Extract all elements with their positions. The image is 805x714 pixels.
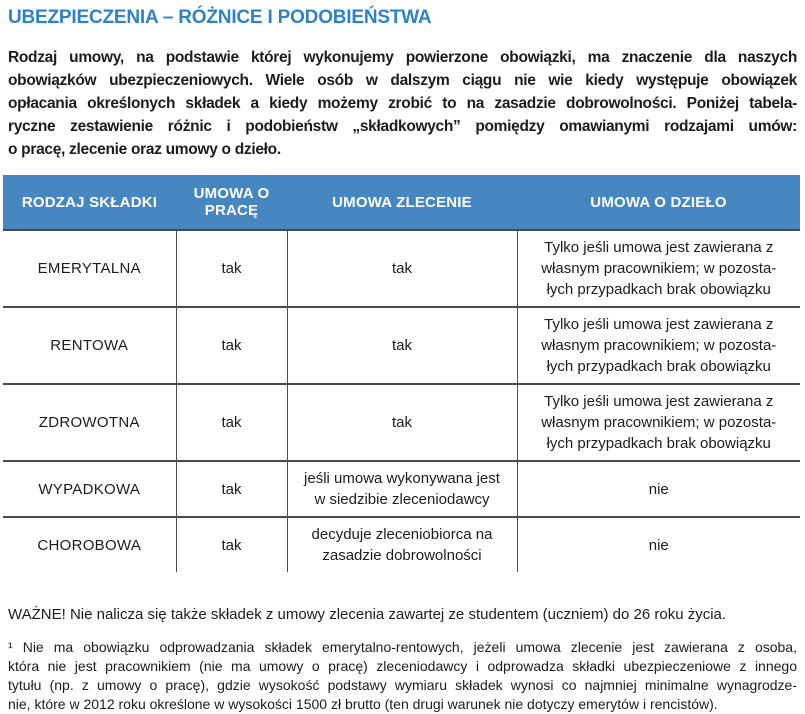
- intro-line: Rodzaj umowy, na podstawie której wykonujemy powierzone obowiązki, ma znaczenie dla naszych: [8, 49, 797, 66]
- table-row: [3, 307, 800, 384]
- insurance-comparison-table: [3, 175, 800, 572]
- cell-zlecenie: decyduje zleceniobiorca na zasadzie dobrowolności: [287, 517, 517, 572]
- cell-skladka: RENTOWA: [3, 307, 176, 384]
- intro-paragraph: [8, 46, 797, 161]
- cell-dzielo: Tylko jeśli umowa jest zawierana z własnym pracownikiem; w pozostałych przypadkach brak obowiązku: [517, 307, 800, 384]
- column-header: UMOWA O DZIEŁO: [517, 175, 800, 230]
- intro-line: ryczne zestawienie różnic i podobieństw „składkowych” pomiędzy omawianymi rodzajami umów:: [8, 118, 797, 135]
- footnote-line: ¹ Nie ma obowiązku odprowadzania składek emerytalno-rentowych, jeżeli umowa zlecenie jest zawierana z osoba,: [8, 639, 797, 655]
- intro-line: opłacania określonych składek a kiedy możemy zrobić to na zasadzie dobrowolności. Poniżej tabela-: [8, 95, 797, 112]
- table-row: [3, 461, 800, 517]
- table-row: [3, 517, 800, 572]
- table-row: [3, 230, 800, 307]
- cell-praca: tak: [176, 307, 287, 384]
- column-header: UMOWA ZLECENIE: [287, 175, 517, 230]
- footnote-line: tytułu (np. z umowy o pracę), gdzie wysokość podstawy wymiaru składek wynosi co najmniej minimalne wynagrodze-: [8, 677, 797, 693]
- cell-skladka: EMERYTALNA: [37, 260, 141, 277]
- cell-dzielo: nie: [517, 517, 800, 572]
- cell-dzielo: Tylko jeśli umowa jest zawierana z własnym pracownikiem; w pozostałych przypadkach brak obowiązku: [517, 230, 800, 307]
- cell-skladka: WYPADKOWA: [3, 461, 176, 517]
- cell-zlecenie: tak: [287, 307, 517, 384]
- cell-skladka: ZDROWOTNA: [3, 384, 176, 461]
- important-note: WAŻNE! Nie nalicza się także składek z umowy zlecenia zawartej ze studentem (uczniem) do 26 roku życia.: [8, 606, 727, 623]
- intro-line: o pracę, zlecenie oraz umowy o dzieło.: [8, 141, 281, 158]
- page-title: UBEZPIECZENIA – RÓŻNICE I PODOBIEŃSTWA: [8, 7, 432, 28]
- table-header-row: [3, 175, 800, 230]
- cell-zlecenie: tak: [287, 230, 517, 307]
- cell-praca: tak: [176, 517, 287, 572]
- cell-praca: tak: [176, 461, 287, 517]
- footnote-line: która nie jest pracownikiem (nie ma umowy o pracę) zleceniodawcy i odprowadza składki ubezpieczeniowe z innego: [8, 658, 797, 674]
- cell-dzielo: nie: [517, 461, 800, 517]
- cell-zlecenie: tak: [287, 384, 517, 461]
- cell-praca: tak: [176, 230, 287, 307]
- column-header: RODZAJ SKŁADKI: [3, 175, 176, 230]
- column-header: UMOWA O PRACĘ: [176, 175, 287, 230]
- intro-line: obowiązków ubezpieczeniowych. Wiele osób w dalszym ciągu nie wie kiedy występuje obowiązek: [8, 72, 797, 89]
- cell-praca: tak: [176, 384, 287, 461]
- footnote: [8, 638, 797, 714]
- footnote-line: nie, które w 2012 roku określone w wysokości 1500 zł brutto (ten drugi warunek nie dotyczy emerytów i rencistów).: [8, 696, 718, 712]
- cell-dzielo: Tylko jeśli umowa jest zawierana z własnym pracownikiem; w pozostałych przypadkach brak obowiązku: [517, 384, 800, 461]
- cell-skladka: CHOROBOWA: [3, 517, 176, 572]
- cell-zlecenie: jeśli umowa wykonywana jest w siedzibie zleceniodawcy: [287, 461, 517, 517]
- table-row: [3, 384, 800, 461]
